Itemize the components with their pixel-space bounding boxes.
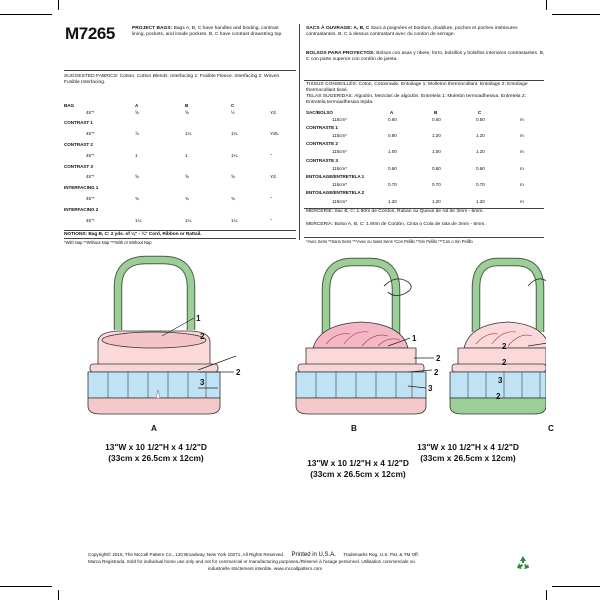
- callout-2: 2: [436, 354, 441, 363]
- fabrics-fr: TISSUS CONSEILLÉS: Coton, Cotonnade. Entoilage 1: Molleton thermocollant. Entoilage 2: Entoilage thermocollant tissé.: [306, 82, 528, 94]
- crop-mark: [0, 14, 52, 15]
- description-fr: SACS À OUVRAGE: A, B, C Sacs à poignées et bordure, doublure, poches et poches intérieures contrastantes. B, C à dessus contrastant avec du cordon de serrage.: [306, 26, 518, 38]
- copyright-line: Copyright© 2015, The McCall Pattern Co., 120 Broadway, New York 10271, All Rights Reserved. Printed in U.S.A. Trademarks Reg. U.S. Pat. & TM Off.: [88, 552, 419, 558]
- view-letter-a: A: [151, 424, 157, 433]
- callout-3: 3: [200, 378, 205, 387]
- table-cell: ⅞: [135, 131, 139, 137]
- table-cell: 1: [185, 152, 188, 158]
- divider: [64, 238, 296, 239]
- table-cell: 115cm*: [332, 149, 347, 155]
- table-cell: 0.70: [432, 182, 441, 188]
- divider: [64, 230, 296, 231]
- bag-illustrations: [58, 252, 546, 427]
- table-cell: ⅝: [185, 174, 189, 180]
- table-cell: m: [520, 198, 524, 204]
- divider: [304, 80, 544, 81]
- row-heading: INTERFACING 1: [64, 185, 99, 191]
- table-cell: 0.60: [432, 165, 441, 171]
- row-heading: ENTOILAGE/ENTRETELA 1: [306, 173, 365, 179]
- table-cell: m: [520, 182, 524, 188]
- table-cell: ¾: [135, 195, 139, 201]
- callout-2: 2: [200, 332, 205, 341]
- callout-2: 2: [236, 368, 241, 377]
- view-c-dimensions: 13"W x 10 1/2"H x 4 1/2"D (33cm x 26.5cm x 12cm): [417, 442, 519, 463]
- table-cell: ": [270, 195, 272, 201]
- table-cell: 115cm*: [332, 198, 347, 204]
- table-cell: 45"*: [86, 217, 95, 223]
- table-cell: 115cm*: [332, 165, 347, 171]
- pattern-envelope-back: [58, 14, 554, 586]
- table-cell: 0.80: [388, 132, 397, 138]
- table-cell: 0.60: [432, 116, 441, 122]
- table-cell: 0.50: [476, 116, 485, 122]
- view-letter-c: C: [548, 424, 554, 433]
- row-heading: CONTRAST 2: [64, 141, 93, 147]
- pattern-number: M7265: [65, 24, 115, 43]
- column-divider: [299, 24, 300, 240]
- nap-legend-en: *With Nap **Without Nap ***With or Without Nap: [64, 240, 152, 245]
- column-header: B: [185, 103, 189, 108]
- callout-3: 3: [428, 384, 433, 393]
- callout-1: 1: [412, 334, 417, 343]
- table-cell: m: [520, 149, 524, 155]
- row-heading: CONTRASTE 2: [306, 141, 338, 147]
- view-b-dimensions: 13"W x 10 1/2"H x 4 1/2"D (33cm x 26.5cm x 12cm): [307, 458, 409, 479]
- crop-mark: [0, 586, 52, 587]
- row-heading: INTERFACING 2: [64, 206, 99, 212]
- divider: [64, 70, 296, 71]
- table-cell: 1.20: [476, 132, 485, 138]
- crop-mark: [58, 590, 59, 600]
- crop-mark: [552, 586, 600, 587]
- column-header: BAG: [64, 103, 75, 108]
- notions-en: NOTIONS: Bag B, C: 2 yds. of ⅛" - ¼" Cord, Ribbon or Rattail.: [64, 232, 202, 237]
- crop-mark: [552, 14, 600, 15]
- table-cell: 1.20: [432, 198, 441, 204]
- recycle-icon: [514, 554, 532, 572]
- table-cell: 115cm*: [332, 182, 347, 188]
- view-letter-b: B: [351, 424, 357, 433]
- table-cell: 1.20: [432, 132, 441, 138]
- callout-1: 1: [196, 314, 201, 323]
- table-cell: 0.60: [388, 116, 397, 122]
- table-cell: 1.20: [476, 198, 485, 204]
- usage-notice-line: Marca Registrada. Sold for individual home use only and not for commercial or manufacturing purposes./Réservé à l'usage personnel. Utilisation commerciale ou: [88, 559, 415, 564]
- table-cell: 1¼: [185, 217, 192, 223]
- notions-es: MERCERÍA: Bolso A, B, C: 1.90m de Cordón, Cinta o Cola de rata de 3mm - 6mm.: [306, 222, 486, 227]
- table-cell: 45"*: [86, 174, 95, 180]
- view-a-dimensions: 13"W x 10 1/2"H x 4 1/2"D (33cm x 26.5cm x 12cm): [105, 442, 207, 463]
- table-cell: ⅝: [185, 109, 189, 115]
- table-cell: 45"*: [86, 152, 95, 158]
- table-cell: 1¼: [231, 131, 238, 137]
- column-header: C: [478, 110, 482, 115]
- table-cell: 1: [135, 152, 138, 158]
- bag-view-b-illustration: [296, 262, 426, 414]
- table-cell: Yds.: [270, 131, 279, 137]
- callout-3: 3: [498, 376, 503, 385]
- fabrics-es: TELAS SUGERIDAS: Algodón, Mezclas de algodón. Entretela 1: Muletón termoadhesiva. Entretela 2: Entretela termoadhesiva tejida.: [306, 94, 526, 106]
- table-cell: 1.20: [388, 198, 397, 204]
- table-cell: ": [270, 152, 272, 158]
- table-cell: Yd.: [270, 174, 277, 180]
- row-heading: CONTRASTE 1: [306, 124, 338, 130]
- table-cell: 115cm*: [332, 116, 347, 122]
- crop-mark: [546, 0, 547, 10]
- callout-2: 2: [496, 392, 501, 401]
- table-cell: m: [520, 132, 524, 138]
- row-heading: ENTOILAGE/ENTRETELA 2: [306, 190, 365, 196]
- description-es: BOLSOS PARA PROYECTOS: Bolsos con asas y ribete, forro, bolsillos y bolsillos interiores contrastantes. B, C con parte superior con cordón de jareta.: [306, 51, 545, 63]
- table-cell: 0.60: [476, 165, 485, 171]
- row-heading: CONTRASTE 3: [306, 157, 338, 163]
- table-cell: 45"*: [86, 109, 95, 115]
- crop-mark: [58, 0, 59, 10]
- callout-2: 2: [502, 358, 507, 367]
- crop-mark: [546, 590, 547, 600]
- table-cell: ⅝: [231, 174, 235, 180]
- column-header: B: [434, 110, 438, 115]
- table-cell: 1¼: [231, 152, 238, 158]
- table-cell: ¾: [185, 195, 189, 201]
- row-heading: CONTRAST 1: [64, 120, 93, 126]
- table-cell: 1.00: [432, 149, 441, 155]
- table-cell: ": [270, 217, 272, 223]
- column-header: SAC/BOLSO: [306, 110, 333, 115]
- table-cell: m: [520, 116, 524, 122]
- table-cell: 1¼: [135, 217, 142, 223]
- table-cell: ⅝: [135, 174, 139, 180]
- table-cell: m: [520, 165, 524, 171]
- table-cell: ½: [231, 109, 235, 115]
- column-header: A: [390, 110, 394, 115]
- table-cell: 45"*: [86, 131, 95, 137]
- nap-legend-metric: *Avec Sens **Sans Sens ***Avec ou Sans Sens *Con Pelillo **Sin Pelillo ***Con o Sin Pelillo: [306, 239, 473, 244]
- table-cell: 1.20: [476, 149, 485, 155]
- table-cell: 1¼: [231, 217, 238, 223]
- notions-fr: MERCERIE: Sac B, C: 1.90m de Cordon, Ruban ou Queue de rat de 3mm - 6mm.: [306, 209, 484, 214]
- row-heading: CONTRAST 3: [64, 163, 93, 169]
- callout-2: 2: [502, 342, 507, 351]
- table-cell: ¾: [231, 195, 235, 201]
- column-header: A: [135, 103, 139, 108]
- divider: [304, 237, 544, 238]
- table-cell: 1¼: [185, 131, 192, 137]
- table-cell: 0.60: [388, 165, 397, 171]
- table-cell: 0.70: [388, 182, 397, 188]
- table-cell: 1.00: [388, 149, 397, 155]
- callout-2: 2: [434, 368, 439, 377]
- column-header: C: [231, 103, 235, 108]
- table-cell: 115cm*: [332, 132, 347, 138]
- table-cell: ⅝: [135, 109, 139, 115]
- table-cell: 45"*: [86, 195, 95, 201]
- table-cell: 0.70: [476, 182, 485, 188]
- description-en: PROJECT BAGS: Bags A, B, C have handles and binding, contrast lining, pockets, and inside pockets. B, C have contrast drawstring top.: [132, 26, 283, 38]
- usage-notice-line: industrielle strictement interdite. www.mccallpattern.com: [208, 566, 323, 571]
- table-cell: Yd.: [270, 109, 277, 115]
- fabrics-en: SUGGESTED FABRICS: Cotton, Cotton Blends. Interfacing 1: Fusible Fleece. Interfacing 2: Woven Fusible Interfacing.: [64, 74, 280, 86]
